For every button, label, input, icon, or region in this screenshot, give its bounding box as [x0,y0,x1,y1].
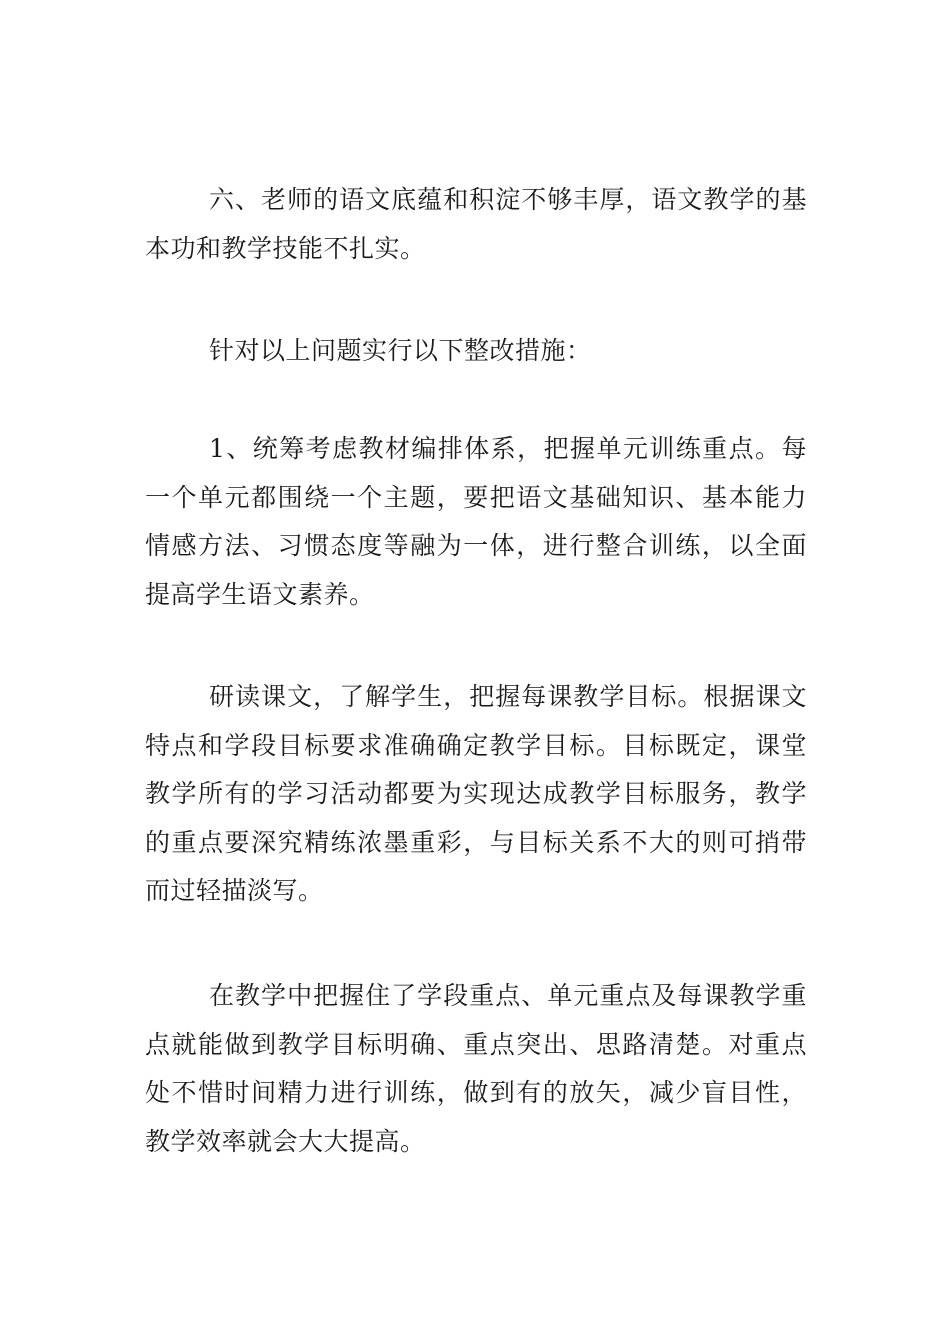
paragraph-study-texts: 研读课文，了解学生，把握每课教学目标。根据课文特点和学段目标要求准确确定教学目标。目标既定，课堂教学所有的学习活动都要为实现达成教学目标服务，教学的重点要深究精练浓墨重彩，与目标关系不大的则可捎带而过轻描淡写。 [145,682,807,905]
paragraph-teaching-focus: 在教学中把握住了学段重点、单元重点及每课教学重点就能做到教学目标明确、重点突出、思路清楚。对重点处不惜时间精力进行训练，做到有的放矢，减少盲目性，教学效率就会大大提高。 [145,981,807,1156]
paragraph-measures-intro: 针对以上问题实行以下整改措施： [209,336,592,365]
paragraph-measure-1: 1、统筹考虑教材编排体系，把握单元训练重点。每一个单元都围绕一个主题，要把语文基础知识、基本能力情感方法、习惯态度等融为一体，进行整合训练，以全面提高学生语文素养。 [145,434,807,609]
paragraph-teacher-foundation: 六、老师的语文底蕴和积淀不够丰厚，语文教学的基本功和教学技能不扎实。 [145,185,807,263]
